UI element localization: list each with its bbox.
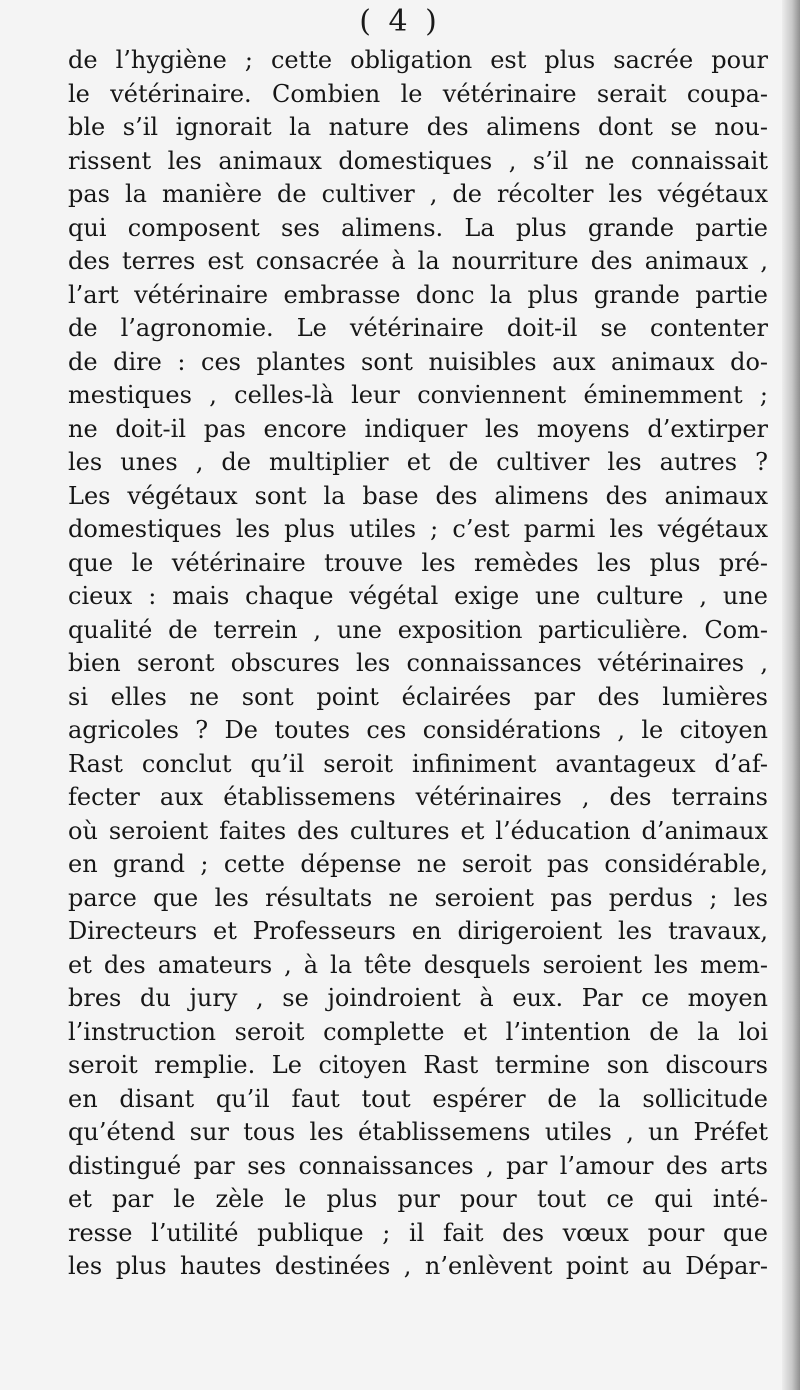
text-line: ne doit-il pas encore indiquer les moyens d’extirper xyxy=(68,414,768,443)
text-line: distingué par ses connaissances , par l’amour des arts xyxy=(68,1151,768,1180)
text-line: cieux : mais chaque végétal exige une culture , une xyxy=(68,582,768,610)
text-line: si elles ne sont point éclairées par des lumières xyxy=(68,682,768,711)
text-line: les unes , de multiplier et de cultiver les autres ? xyxy=(68,448,768,476)
text-line: Rast conclut qu’il seroit infiniment avantageux d’af- xyxy=(68,749,768,778)
page-number: ( 4 ) xyxy=(359,4,441,39)
text-line: en grand ; cette dépense ne seroit pas considérable, xyxy=(68,850,768,878)
text-line: le vétérinaire. Combien le vétérinaire serait coupa- xyxy=(68,79,768,108)
text-line: que le vétérinaire trouve les remèdes les plus pré- xyxy=(68,548,768,577)
text-line: domestiques les plus utiles ; c’est parmi les végétaux xyxy=(68,515,768,543)
text-line: l’instruction seroit complette et l’intention de la loi xyxy=(68,1017,768,1046)
text-line: fecter aux établissemens vétérinaires , des terrains xyxy=(68,783,768,811)
text-line: seroit remplie. Le citoyen Rast termine son discours xyxy=(68,1051,768,1079)
text-line: en disant qu’il faut tout espérer de la sollicitude xyxy=(68,1084,768,1113)
text-line: et par le zèle le plus pur pour tout ce qui inté- xyxy=(68,1185,768,1213)
body-text xyxy=(68,44,768,1284)
text-line: Directeurs et Professeurs en dirigeroient les travaux, xyxy=(68,917,768,945)
text-line: de dire : ces plantes sont nuisibles aux animaux do- xyxy=(68,347,768,376)
text-line: agricoles ? De toutes ces considérations , le citoyen xyxy=(68,716,768,744)
text-line: ble s’il ignorait la nature des alimens dont se nou- xyxy=(68,113,768,141)
text-line: où seroient faites des cultures et l’éducation d’animaux xyxy=(68,816,768,845)
text-line: parce que les résultats ne seroient pas perdus ; les xyxy=(68,883,768,912)
text-line: de l’hygiène ; cette obligation est plus sacrée pour xyxy=(68,46,768,74)
text-line: des terres est consacrée à la nourriture des animaux , xyxy=(68,247,768,275)
text-line: qu’étend sur tous les établissemens utiles , un Préfet xyxy=(68,1118,768,1146)
text-line: bien seront obscures les connaissances vétérinaires , xyxy=(68,649,768,677)
text-line: qualité de terrein , une exposition particulière. Com- xyxy=(68,615,768,644)
text-line: de l’agronomie. Le vétérinaire doit-il se contenter xyxy=(68,314,768,342)
text-line: rissent les animaux domestiques , s’il ne connaissait xyxy=(68,146,768,175)
text-line: et des amateurs , à la tête desquels seroient les mem- xyxy=(68,950,768,979)
page-edge-shadow xyxy=(782,0,800,1390)
text-line: bres du jury , se joindroient à eux. Par ce moyen xyxy=(68,984,768,1012)
text-line: l’art vétérinaire embrasse donc la plus grande partie xyxy=(68,280,768,309)
text-line: Les végétaux sont la base des alimens des animaux xyxy=(68,481,768,510)
text-line: mestiques , celles-là leur conviennent éminemment ; xyxy=(68,381,768,409)
text-line: pas la manière de cultiver , de récolter les végétaux xyxy=(68,180,768,208)
text-line: les plus hautes destinées , n’enlèvent point au Dépar- xyxy=(68,1252,768,1280)
text-line: resse l’utilité publique ; il fait des vœux pour que xyxy=(68,1218,768,1247)
text-line: qui composent ses alimens. La plus grande partie xyxy=(68,213,768,242)
